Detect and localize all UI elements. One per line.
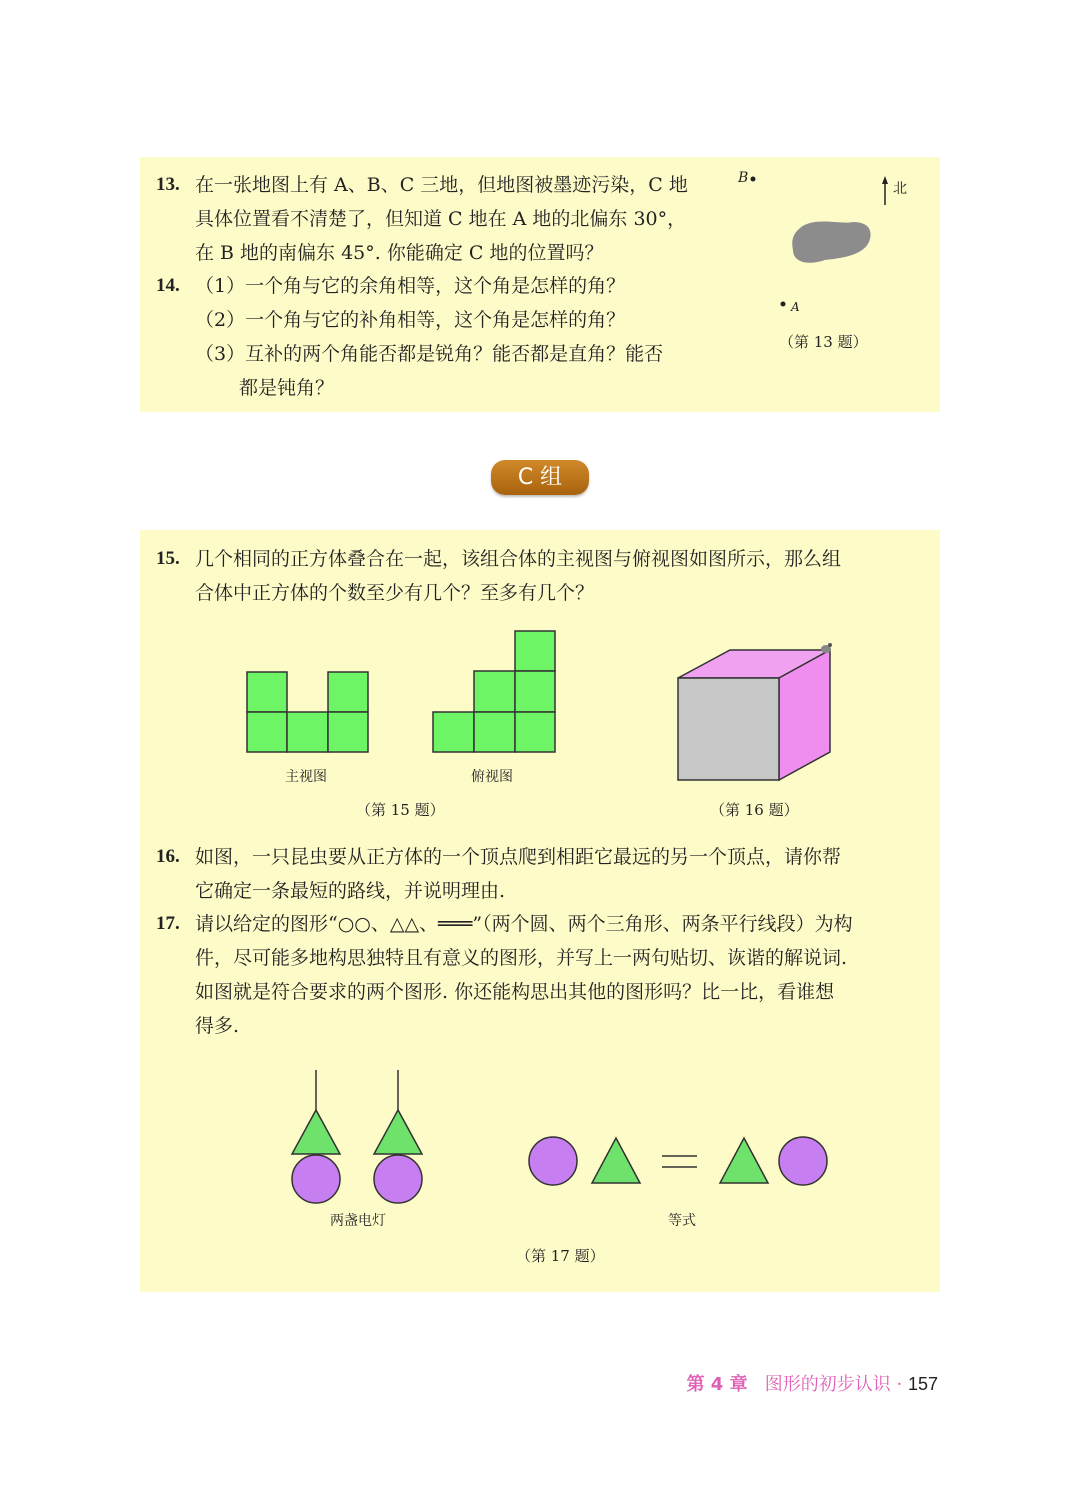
q17-line4: 得多.	[195, 1015, 240, 1037]
q14-number: 14.	[156, 275, 180, 296]
q13-line3: 在 B 地的南偏东 45°. 你能确定 C 地的位置吗？	[195, 242, 604, 264]
page-footer	[687, 1370, 938, 1396]
ink-blot	[792, 222, 870, 263]
q14-line2: （2）一个角与它的补角相等，这个角是怎样的角？	[195, 309, 626, 331]
lamps-label: 两盏电灯	[330, 1213, 386, 1229]
fig15-caption: （第 15 题）	[356, 801, 445, 819]
q16-number: 16.	[156, 846, 180, 867]
point-a-dot	[781, 302, 786, 307]
cube-figure	[675, 640, 835, 785]
q15-number: 15.	[156, 548, 180, 569]
q17-line1: 请以给定的图形“○○、△△、═══”（两个圆、两个三角形、两条平行线段）为构	[195, 913, 853, 935]
map-figure	[745, 170, 945, 320]
fig16-caption: （第 16 题）	[710, 801, 799, 819]
q14-line3: （3）互补的两个角能否都是锐角？能否都是直角？能否	[195, 343, 664, 365]
point-a-label: A	[791, 300, 800, 314]
q16-line2: 它确定一条最短的路线，并说明理由.	[195, 880, 506, 902]
fig13-caption: （第 13 题）	[779, 333, 868, 351]
q16-line1: 如图，一只昆虫要从正方体的一个顶点爬到相距它最远的另一个顶点，请你帮	[195, 846, 842, 868]
equation-label: 等式	[668, 1213, 696, 1229]
front-view-label: 主视图	[285, 769, 327, 785]
q15-line2: 合体中正方体的个数至少有几个？至多有几个？	[195, 582, 595, 604]
cube-front-face	[678, 678, 779, 780]
equation-figure	[525, 1130, 835, 1192]
q14-line4: 都是钝角？	[239, 377, 335, 399]
q14-line1: （1）一个角与它的余角相等，这个角是怎样的角？	[195, 275, 626, 297]
north-label: 北	[893, 181, 907, 197]
top-view-figure	[432, 630, 558, 755]
q13-line1: 在一张地图上有 A、B、C 三地，但地图被墨迹污染，C 地	[195, 174, 688, 196]
q17-line2: 件，尽可能多地构思独特且有意义的图形，并写上一两句贴切、诙谐的解说词.	[195, 947, 848, 969]
q17-number: 17.	[156, 913, 180, 934]
q15-line1: 几个相同的正方体叠合在一起，该组合体的主视图与俯视图如图所示，那么组	[195, 548, 842, 570]
top-view-label: 俯视图	[471, 769, 513, 785]
footer-title: 图形的初步认识 ·	[764, 1374, 903, 1395]
front-view-figure	[246, 630, 371, 755]
page-number: 157	[907, 1374, 938, 1394]
point-b-dot	[751, 177, 756, 182]
q13-number: 13.	[156, 174, 180, 195]
q13-line2: 具体位置看不清楚了，但知道 C 地在 A 地的北偏东 30°，	[195, 208, 687, 230]
point-b-label: B	[738, 170, 749, 186]
two-lamps-figure	[285, 1068, 435, 1208]
fig17-caption: （第 17 题）	[516, 1247, 605, 1265]
q17-line3: 如图就是符合要求的两个图形. 你还能构思出其他的图形吗？比一比，看谁想	[195, 981, 835, 1003]
group-c-badge: C 组	[491, 460, 589, 495]
footer-chapter: 第 4 章	[686, 1374, 748, 1395]
